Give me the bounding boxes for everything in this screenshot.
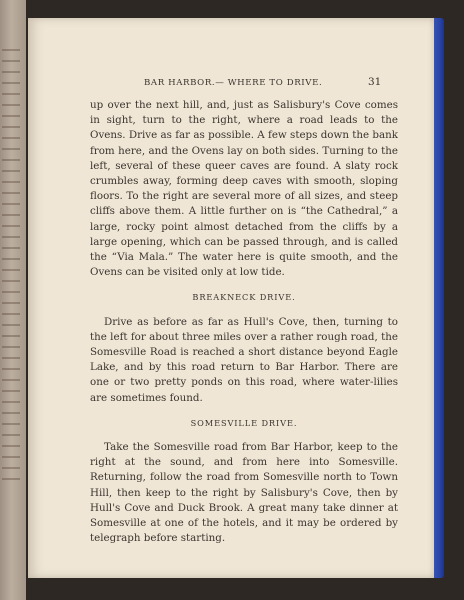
paragraph-ovens: up over the next hill, and, just as Salisbury's Cove comes in sight, turn to the right, where a road leads to the Ovens. Drive as far as possible. A few steps down the bank from here, and the Ovens lay on both sides. Turning to the left, several of these queer caves are found. A slaty rock crumbles away, forming deep caves with smooth, sloping floors. To the right are several more of all sizes, and steep cliffs above them. A little further on is “the Cathedral,” a large, rocky point almost detached from the cliffs by a large opening, which can be passed through, and is called the “Via Mala.” The water here is quite smooth, and the Ovens can be visited only at low tide.	[90, 99, 398, 279]
heading-breakneck-drive: BREAKNECK DRIVE.	[192, 292, 296, 303]
paragraph-breakneck-drive: Drive as before as far as Hull's Cove, then, turning to the left for about three miles over a rather rough road, the Somesville Road is reached a short distance beyond Eagle Lake, and by this road return to Bar Harbor. There are one or two pretty ponds on this road, where water-lilies are sometimes found.	[90, 315, 398, 404]
running-title: BAR HARBOR.— WHERE TO DRIVE.	[144, 78, 323, 88]
page-number: 31	[368, 76, 382, 88]
book-page	[28, 18, 434, 578]
page-body	[90, 98, 398, 546]
page-header	[28, 76, 434, 90]
book-cover-edge	[433, 18, 444, 578]
previous-page-edge	[0, 0, 26, 600]
heading-somesville-drive: SOMESVILLE DRIVE.	[190, 417, 298, 428]
previous-page-text-bleed	[2, 40, 24, 489]
paragraph-somesville-drive: Take the Somesville road from Bar Harbor, keep to the right at the sound, and from here into Somesville. Returning, follow the road from Somesville north to Town Hill, then keep to the right by Salisbury's Cove, then by Hull's Cove and Duck Brook. A great many take dinner at Somesville at one of the hotels, and it may be ordered by telegraph before starting.	[90, 441, 398, 545]
